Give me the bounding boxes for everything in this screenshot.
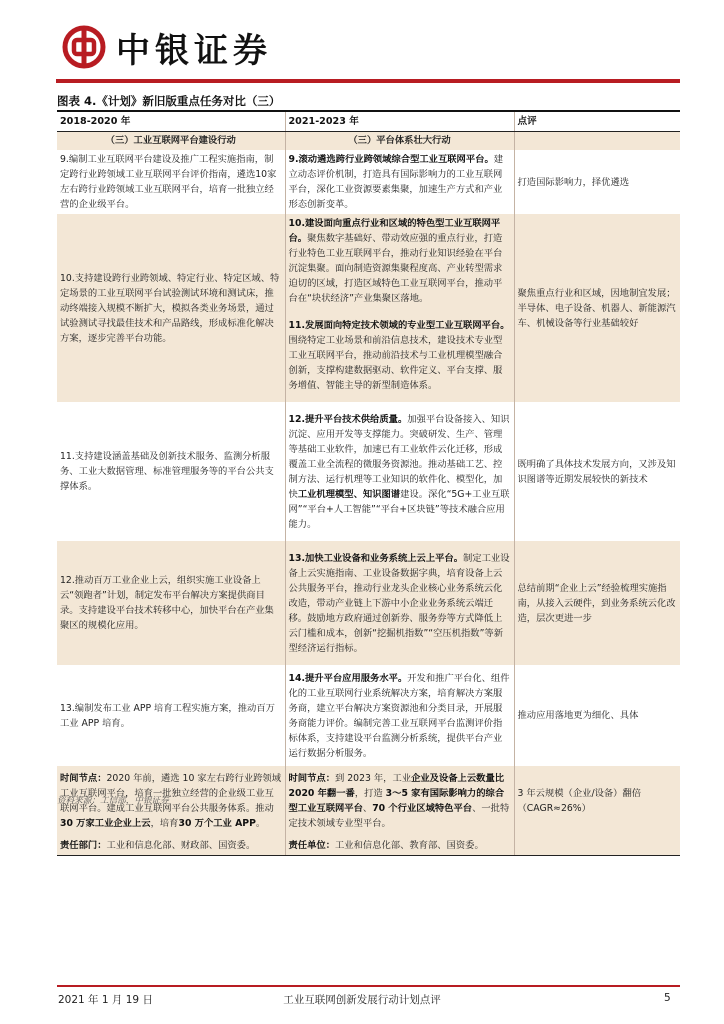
new-task <box>285 402 514 541</box>
responsible-row <box>57 836 680 856</box>
section-old: （三）工业互联网平台建设行动 <box>57 132 285 151</box>
page-header <box>0 0 724 84</box>
new-task-body: 建设。深化“5G+工业互联网”“平台+人工智能”“平台+区块链”等技术融合应用能力。 <box>288 488 510 530</box>
old-task: 9.编制工业互联网平台建设及推广工程实施指南，制定跨行业跨领域工业互联网平台评价指南，遴选10家左右跨行业跨领域工业互联网平台，培育一批独立经营的企业级平台。 <box>57 150 285 214</box>
old-task: 10.支持建设跨行业跨领域、特定行业、特定区域、特定场景的工业互联网平台试验测试环境和测试床，推动终端接入规模不断扩大，模拟各类业务场景，通过试验测试寻找最佳技术和产品路线，形成标准化解决方案，逐步完善平台功能。 <box>57 214 285 402</box>
footer-title: 工业互联网创新发展行动计划点评 <box>283 994 441 1006</box>
new-task <box>285 214 514 308</box>
comment: 总结前期“企业上云”经验梳理实施指南，从接入云硬件，到业务系统云化改造，层次更进一步 <box>514 541 680 665</box>
timeline-text: 、一批特定技术领域专业型平台。 <box>288 803 510 829</box>
header-rule <box>56 79 680 83</box>
table-row <box>57 150 680 214</box>
comment: 既明确了具体技术发展方向，又涉及知识图谱等近期发展较快的新技术 <box>514 402 680 541</box>
col-header-old: 2018-2020 年 <box>57 112 285 132</box>
new-task-title: 11.发展面向特定技术领域的专业型工业互联网平台。 <box>288 319 510 331</box>
timeline-text: 、 <box>362 803 373 814</box>
footer-date: 2021 年 1 月 19 日 <box>58 994 153 1006</box>
old-responsible <box>57 836 285 856</box>
responsible-label: 责任部门： <box>60 840 107 851</box>
timeline-bold: 30 万家工业企业上云 <box>60 818 151 829</box>
timeline-text: ，打造 <box>354 788 386 799</box>
new-responsible <box>285 836 514 856</box>
old-task: 11.支持建设涵盖基础及创新技术服务、监测分析服务、工业大数据管理、标准管理服务等的平台公共支撑体系。 <box>57 402 285 541</box>
old-task: 13.编制发布工业 APP 培育工程实施方案，推动百万工业 APP 培育。 <box>57 665 285 766</box>
new-task <box>285 665 514 766</box>
new-task-title: 12.提升平台技术供给质量。 <box>288 413 408 425</box>
col-header-comment: 点评 <box>514 112 680 132</box>
responsible-comment <box>514 836 680 856</box>
timeline-bold: 70 个行业区域特色平台 <box>372 803 473 814</box>
timeline-comment: 3 年云规模（企业/设备）翻倍（CAGR≈26%） <box>514 766 680 836</box>
responsible-value: 工业和信息化部、财政部、国资委。 <box>106 840 256 851</box>
page-number: 5 <box>664 992 671 1004</box>
new-timeline <box>285 766 514 836</box>
section-new: （三）平台体系壮大行动 <box>285 132 514 151</box>
new-task <box>285 150 514 214</box>
table-row <box>57 665 680 766</box>
new-task-bold: 工业机理模型、知识图谱 <box>297 488 401 500</box>
new-task-body: 建立动态评价机制，打造具有国际影响力的工业互联网平台，深化工业资源要素集聚，加速生产方式和产业形态创新变革。 <box>288 154 504 210</box>
footer-rule <box>57 985 680 987</box>
new-task-body: 加强平台设备接入、知识沉淀、应用开发等支撑能力。突破研发、生产、管理等基础工业软件，加速已有工业软件云化迁移，形成覆盖工业全流程的微服务资源池。推动基础工艺、控制方法、运行机理等工业知识的软件化、模型化，加快 <box>288 413 510 500</box>
new-task-title: 10.建设面向重点行业和区域的特色型工业互联网平台。 <box>288 218 501 244</box>
table-row <box>57 541 680 665</box>
responsible-label: 责任单位： <box>288 840 335 851</box>
new-task-body: 开发和推广平台化、组件化的工业互联网行业系统解决方案，培育解决方案服务商，建立平台解决方案资源池和分类目录，开展服务商能力评价。编制完善工业互联网平台监测评价指标体系，支持建设平台监测分析系统，提供平台产业运行数据分析服务。 <box>288 672 510 759</box>
new-task-title: 13.加快工业设备和业务系统上云上平台。 <box>288 552 464 564</box>
figure-title: 图表 4.《计划》新旧版重点任务对比（三） <box>57 94 281 108</box>
new-task-body: 聚焦数字基础好、带动效应强的重点行业，打造行业特色工业互联网平台，推动行业知识经验在平台沉淀集聚。面向制造资源集聚程度高、产业转型需求迫切的区域，打造区域特色工业互联网平台，推动平台在“块状经济”产业集聚区落地。 <box>288 233 503 304</box>
responsible-value: 工业和信息化部、教育部、国资委。 <box>335 840 484 851</box>
timeline-text: 2020 年前，遴选 10 家左右跨行业跨领域工业互联网平台，培育一批独立经营的企业级工业互联网平台。建成工业互联网平台公共服务体系。推动 <box>60 773 282 814</box>
new-task <box>285 308 514 402</box>
table-header-row <box>57 112 680 132</box>
section-row <box>57 132 680 151</box>
timeline-bold: 企业及设备上云数量比 2020 年翻一番 <box>288 773 505 799</box>
comment: 打造国际影响力，择优遴选 <box>514 150 680 214</box>
new-task-body: 围绕特定工业场景和前沿信息技术，建设技术专业型工业互联网平台，推动前沿技术与工业机理模型融合创新，支撑构建数据驱动、软件定义、平台支撑、服务增值、智能主导的新型制造体系。 <box>288 334 503 391</box>
timeline-text: 到 2023 年，工业 <box>335 773 412 784</box>
new-task-title: 9.滚动遴选跨行业跨领域综合型工业互联网平台。 <box>288 154 494 165</box>
source-note: 资料来源：工信部，中银证券 <box>57 796 169 806</box>
timeline-label: 时间节点： <box>60 773 107 784</box>
timeline-text: 。 <box>255 818 266 829</box>
comment: 聚焦重点行业和区域，因地制宜发展；半导体、电子设备、机器人、新能源汽车、机械设备等行业基础较好 <box>514 214 680 402</box>
timeline-bold: 3～5 家有国际影响力的综合型工业互联网平台 <box>288 788 505 814</box>
boc-logo-icon <box>62 25 106 69</box>
timeline-text: ，培育 <box>150 818 179 829</box>
new-task-body: 制定工业设备上云实施指南、工业设备数据字典，培育设备上云公共服务平台，推动行业龙头企业核心业务系统云化改造，带动产业链上下游中小企业业务系统云端迁移。鼓励地方政府通过创新券、服务券等方式降低上云门槛和成本，创新“挖掘机指数”“空压机指数”等新型经济运行指标。 <box>288 552 510 654</box>
table-row <box>57 214 680 308</box>
logo <box>62 24 272 70</box>
section-comment <box>514 132 680 151</box>
comparison-table <box>57 112 680 856</box>
timeline-bold: 30 万个工业 APP <box>178 818 256 829</box>
old-task: 12.推动百万工业企业上云，组织实施工业设备上云“领跑者”计划，制定发布平台解决方案提供商目录。支持建设平台技术转移中心，加快平台在产业集聚区的规模化应用。 <box>57 541 285 665</box>
comment: 推动应用落地更为细化、具体 <box>514 665 680 766</box>
new-task <box>285 541 514 665</box>
table-row <box>57 402 680 541</box>
timeline-label: 时间节点： <box>288 773 335 784</box>
new-task-title: 14.提升平台应用服务水平。 <box>288 672 408 684</box>
col-header-new: 2021-2023 年 <box>285 112 514 132</box>
brand-name: 中银证券 <box>116 30 272 71</box>
